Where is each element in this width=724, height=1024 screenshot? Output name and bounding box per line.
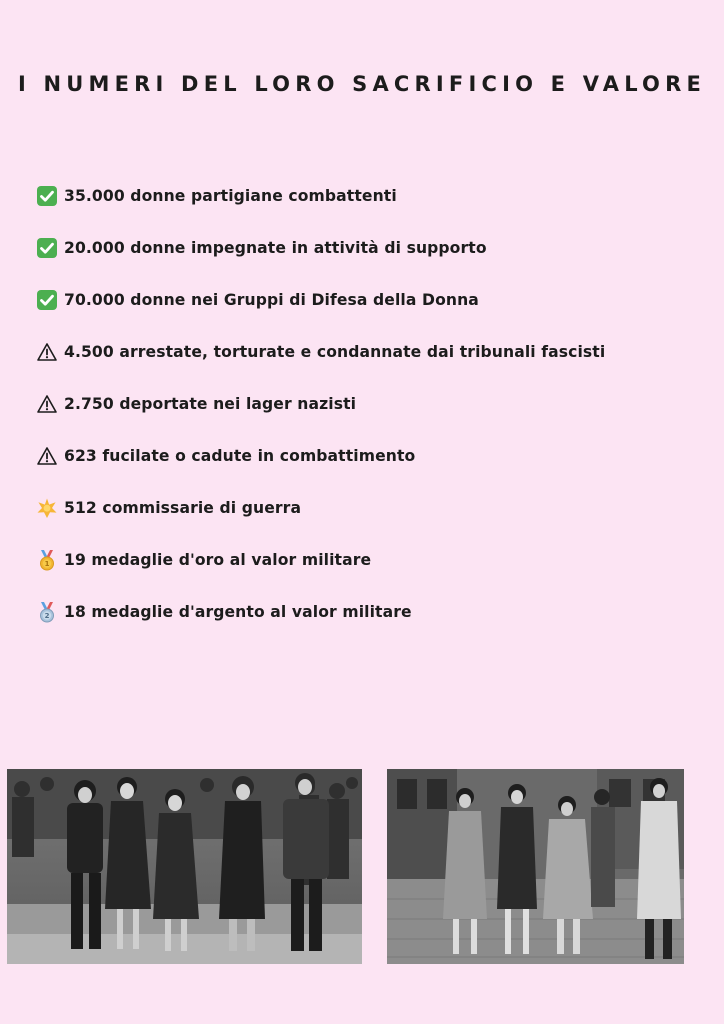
stat-text: 4.500 arrestate, torturate e condannate dai tribunali fascisti [64,343,606,361]
stat-text: 2.750 deportate nei lager nazisti [64,395,357,413]
check-mark-icon [36,289,58,311]
star-icon [36,497,58,519]
stat-item [36,392,716,444]
stat-text: 18 medaglie d'argento al valor militare [64,603,412,621]
stat-item [36,444,716,496]
gold-medal-icon [36,549,58,571]
stat-text: 19 medaglie d'oro al valor militare [64,551,372,569]
silver-medal-icon [36,601,58,623]
stat-item [36,288,716,340]
warning-icon [36,393,58,415]
stats-list [36,184,716,652]
stat-text: 623 fucilate o cadute in combattimento [64,447,416,465]
stat-item [36,340,716,392]
stat-text: 35.000 donne partigiane combattenti [64,187,397,205]
photo-partisans-marching [387,769,684,964]
stat-item [36,236,716,288]
check-mark-icon [36,185,58,207]
warning-icon [36,341,58,363]
stat-text: 20.000 donne impegnate in attività di supporto [64,239,487,257]
stat-item [36,496,716,548]
svg-text:2: 2 [44,612,50,621]
stat-item [36,184,716,236]
check-mark-icon [36,237,58,259]
stat-item [36,548,716,600]
stat-text: 70.000 donne nei Gruppi di Difesa della Donna [64,291,479,309]
stat-item [36,600,716,652]
svg-text:1: 1 [44,560,50,569]
photo-partisan-women-group [7,769,362,964]
page-title: I NUMERI DEL LORO SACRIFICIO E VALORE [17,72,707,96]
stat-text: 512 commissarie di guerra [64,499,302,517]
warning-icon [36,445,58,467]
